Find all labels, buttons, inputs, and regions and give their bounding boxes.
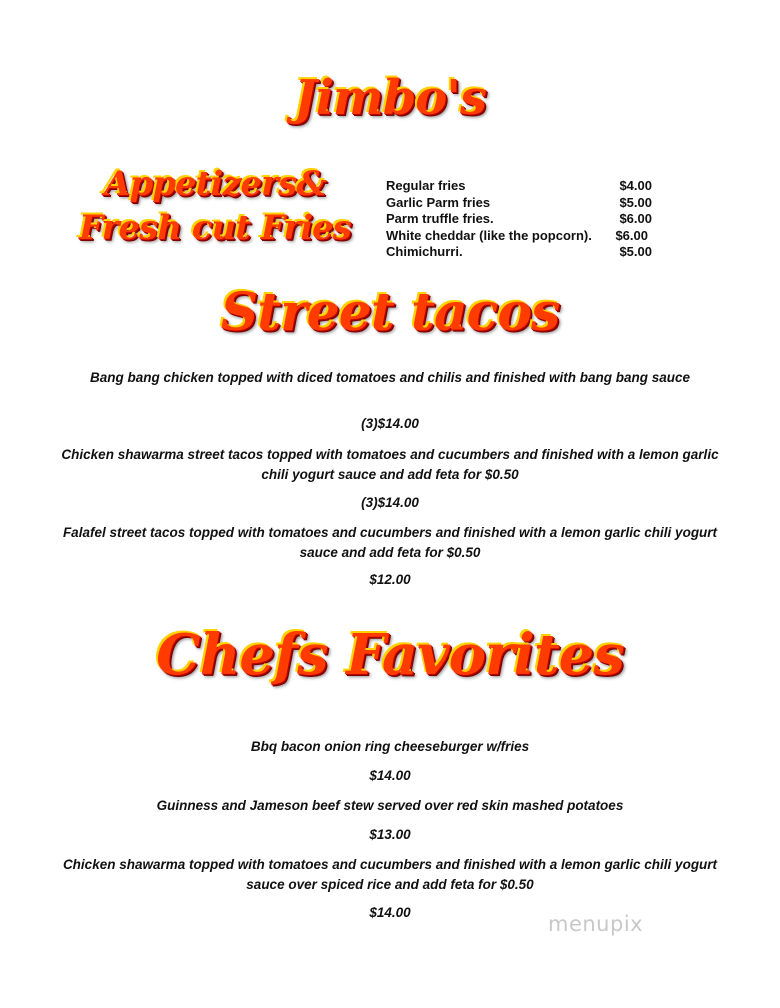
menu-item-price: $14.00 bbox=[369, 768, 411, 783]
menu-item-description: Chicken shawarma topped with tomatoes and cucumbers and finished with a lemon garlic chili yogurt sauce over spiced rice and add feta for $0.50 bbox=[62, 857, 718, 892]
menu-item-price: $12.00 bbox=[369, 572, 411, 587]
menu-item-description: Bbq bacon onion ring cheeseburger w/fries bbox=[250, 739, 530, 754]
street-tacos-heading: Street tacos bbox=[220, 282, 560, 343]
item-name: Parm truffle fries. bbox=[386, 211, 494, 226]
watermark: menupix bbox=[548, 912, 644, 936]
menu-item-price: (3)$14.00 bbox=[361, 495, 419, 510]
item-price: $5.00 bbox=[619, 194, 652, 210]
menu-item-description: Bang bang chicken topped with diced tomatoes and chilis and finished with bang bang sauce bbox=[89, 370, 691, 385]
item-price: $5.00 bbox=[619, 244, 652, 259]
chefs-favorites-heading: Chefs Favorites bbox=[156, 622, 624, 688]
item-name: Garlic Parm fries bbox=[386, 194, 491, 210]
restaurant-title: Jimbo's bbox=[293, 70, 487, 126]
menu-item-price: (3)$14.00 bbox=[361, 416, 419, 431]
list-item bbox=[386, 178, 656, 195]
appetizers-heading: Appetizers& Fresh cut Fries bbox=[79, 164, 351, 248]
appetizers-list bbox=[386, 178, 656, 261]
menu-item-price: $13.00 bbox=[369, 827, 411, 842]
list-item bbox=[386, 211, 656, 228]
menu-item-description: Chicken shawarma street tacos topped with tomatoes and cucumbers and finished with a lemon garlic chili yogurt sauce and add feta for $0.50 bbox=[61, 447, 719, 482]
item-name: Regular fries bbox=[386, 178, 466, 193]
menu-item-price: $14.00 bbox=[369, 905, 411, 920]
item-name: Chimichurri. bbox=[386, 244, 463, 259]
item-name: White cheddar (like the popcorn). bbox=[386, 227, 592, 243]
menu-item-description: Guinness and Jameson beef stew served over red skin mashed potatoes bbox=[156, 798, 624, 813]
list-item bbox=[386, 195, 656, 212]
item-price: $6.00 bbox=[615, 227, 648, 243]
list-item bbox=[386, 244, 656, 261]
list-item bbox=[386, 228, 656, 245]
item-price: $6.00 bbox=[619, 211, 652, 226]
menu-item-description: Falafel street tacos topped with tomatoes and cucumbers and finished with a lemon garlic chili yogurt sauce and add feta for $0.50 bbox=[62, 525, 718, 560]
item-price: $4.00 bbox=[619, 178, 652, 193]
